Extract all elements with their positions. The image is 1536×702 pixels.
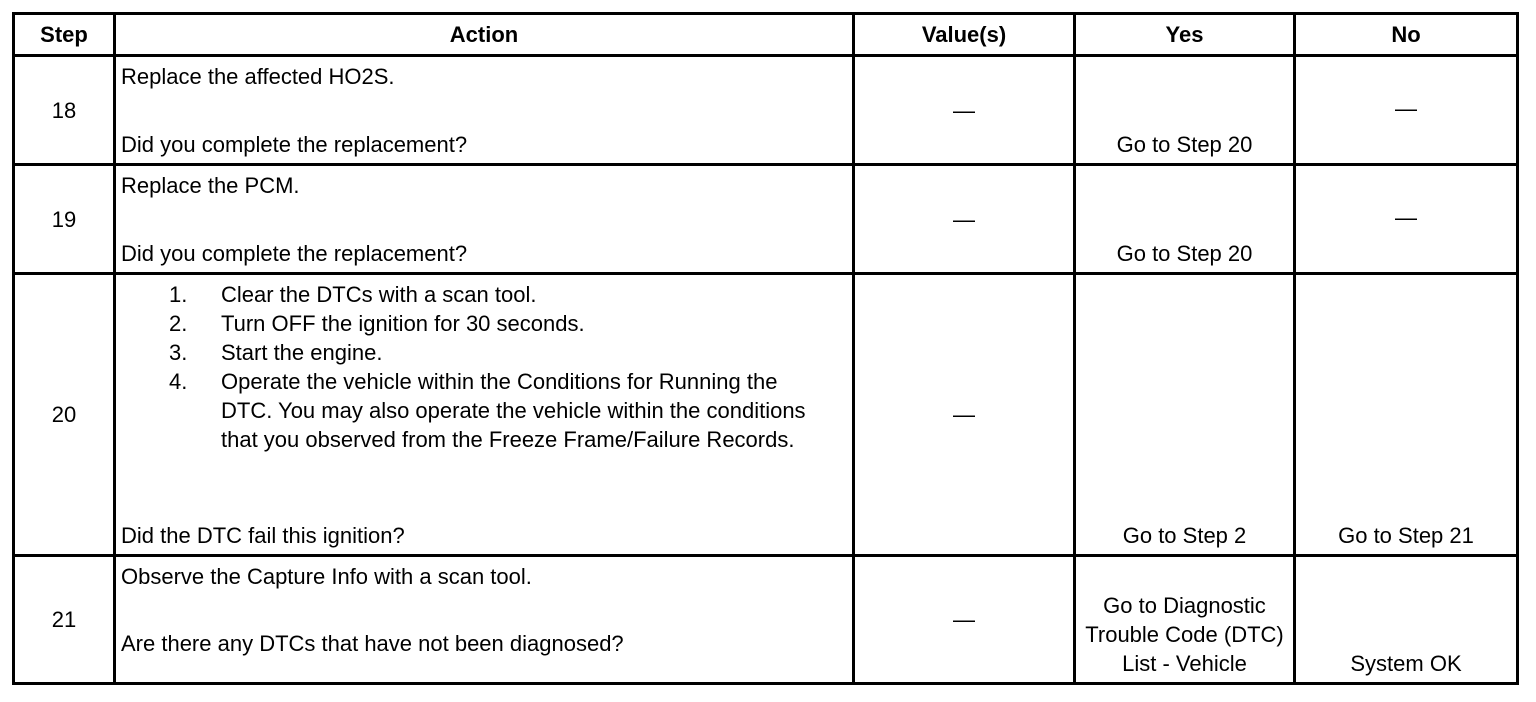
- action-cell: [115, 165, 854, 274]
- list-item-text: Operate the vehicle within the Conditions for Running the DTC. You may also operate the vehicle within the conditions that you observed from the Freeze Frame/Failure Records.: [221, 369, 806, 453]
- action-cell: [115, 555, 854, 683]
- yes-cell: Go to Step 20: [1075, 165, 1295, 274]
- header-values: Value(s): [854, 14, 1075, 56]
- value-cell: —: [854, 274, 1075, 555]
- action-cell: [115, 274, 854, 555]
- table-row: [14, 274, 1518, 555]
- action-question: Did you complete the replacement?: [121, 132, 468, 158]
- header-row: [14, 14, 1518, 56]
- value-cell: —: [854, 555, 1075, 683]
- step-number: 18: [14, 56, 115, 165]
- table-row: [14, 555, 1518, 683]
- list-item-number: 4.: [169, 369, 188, 395]
- header-no: No: [1295, 14, 1518, 56]
- no-cell: Go to Step 21: [1295, 274, 1518, 555]
- header-step: Step: [14, 14, 115, 56]
- step-number: 19: [14, 165, 115, 274]
- list-item-text: Turn OFF the ignition for 30 seconds.: [221, 311, 585, 337]
- action-question: Did the DTC fail this ignition?: [121, 522, 405, 548]
- action-text: Observe the Capture Info with a scan tool.: [121, 563, 532, 589]
- procedure-list: [121, 280, 848, 454]
- step-number: 21: [14, 555, 115, 683]
- list-item-text: Clear the DTCs with a scan tool.: [221, 282, 537, 308]
- step-number: 20: [14, 274, 115, 555]
- list-item-number: 1.: [169, 282, 188, 308]
- action-text: Replace the PCM.: [121, 173, 300, 199]
- list-item: [121, 280, 848, 309]
- action-text: Replace the affected HO2S.: [121, 64, 395, 89]
- yes-cell: Go to Step 2: [1075, 274, 1295, 555]
- value-cell: —: [854, 56, 1075, 165]
- list-item-number: 2.: [169, 311, 188, 337]
- yes-cell: Go to Diagnostic Trouble Code (DTC) List - Vehicle: [1075, 555, 1295, 683]
- list-item-text: Start the engine.: [221, 340, 383, 366]
- action-cell: [115, 56, 854, 165]
- list-item: [121, 367, 848, 454]
- list-item: [121, 309, 848, 338]
- header-yes: Yes: [1075, 14, 1295, 56]
- no-cell: System OK: [1295, 555, 1518, 683]
- value-cell: —: [854, 165, 1075, 274]
- table-row: [14, 56, 1518, 165]
- action-question: Did you complete the replacement?: [121, 241, 468, 267]
- diagnostic-table: [12, 12, 1519, 685]
- header-action: Action: [115, 14, 854, 56]
- no-cell: —: [1295, 56, 1518, 165]
- yes-cell: Go to Step 20: [1075, 56, 1295, 165]
- action-question: Are there any DTCs that have not been diagnosed?: [121, 630, 624, 656]
- no-cell: —: [1295, 165, 1518, 274]
- list-item-number: 3.: [169, 340, 188, 366]
- list-item: [121, 338, 848, 367]
- table-row: [14, 165, 1518, 274]
